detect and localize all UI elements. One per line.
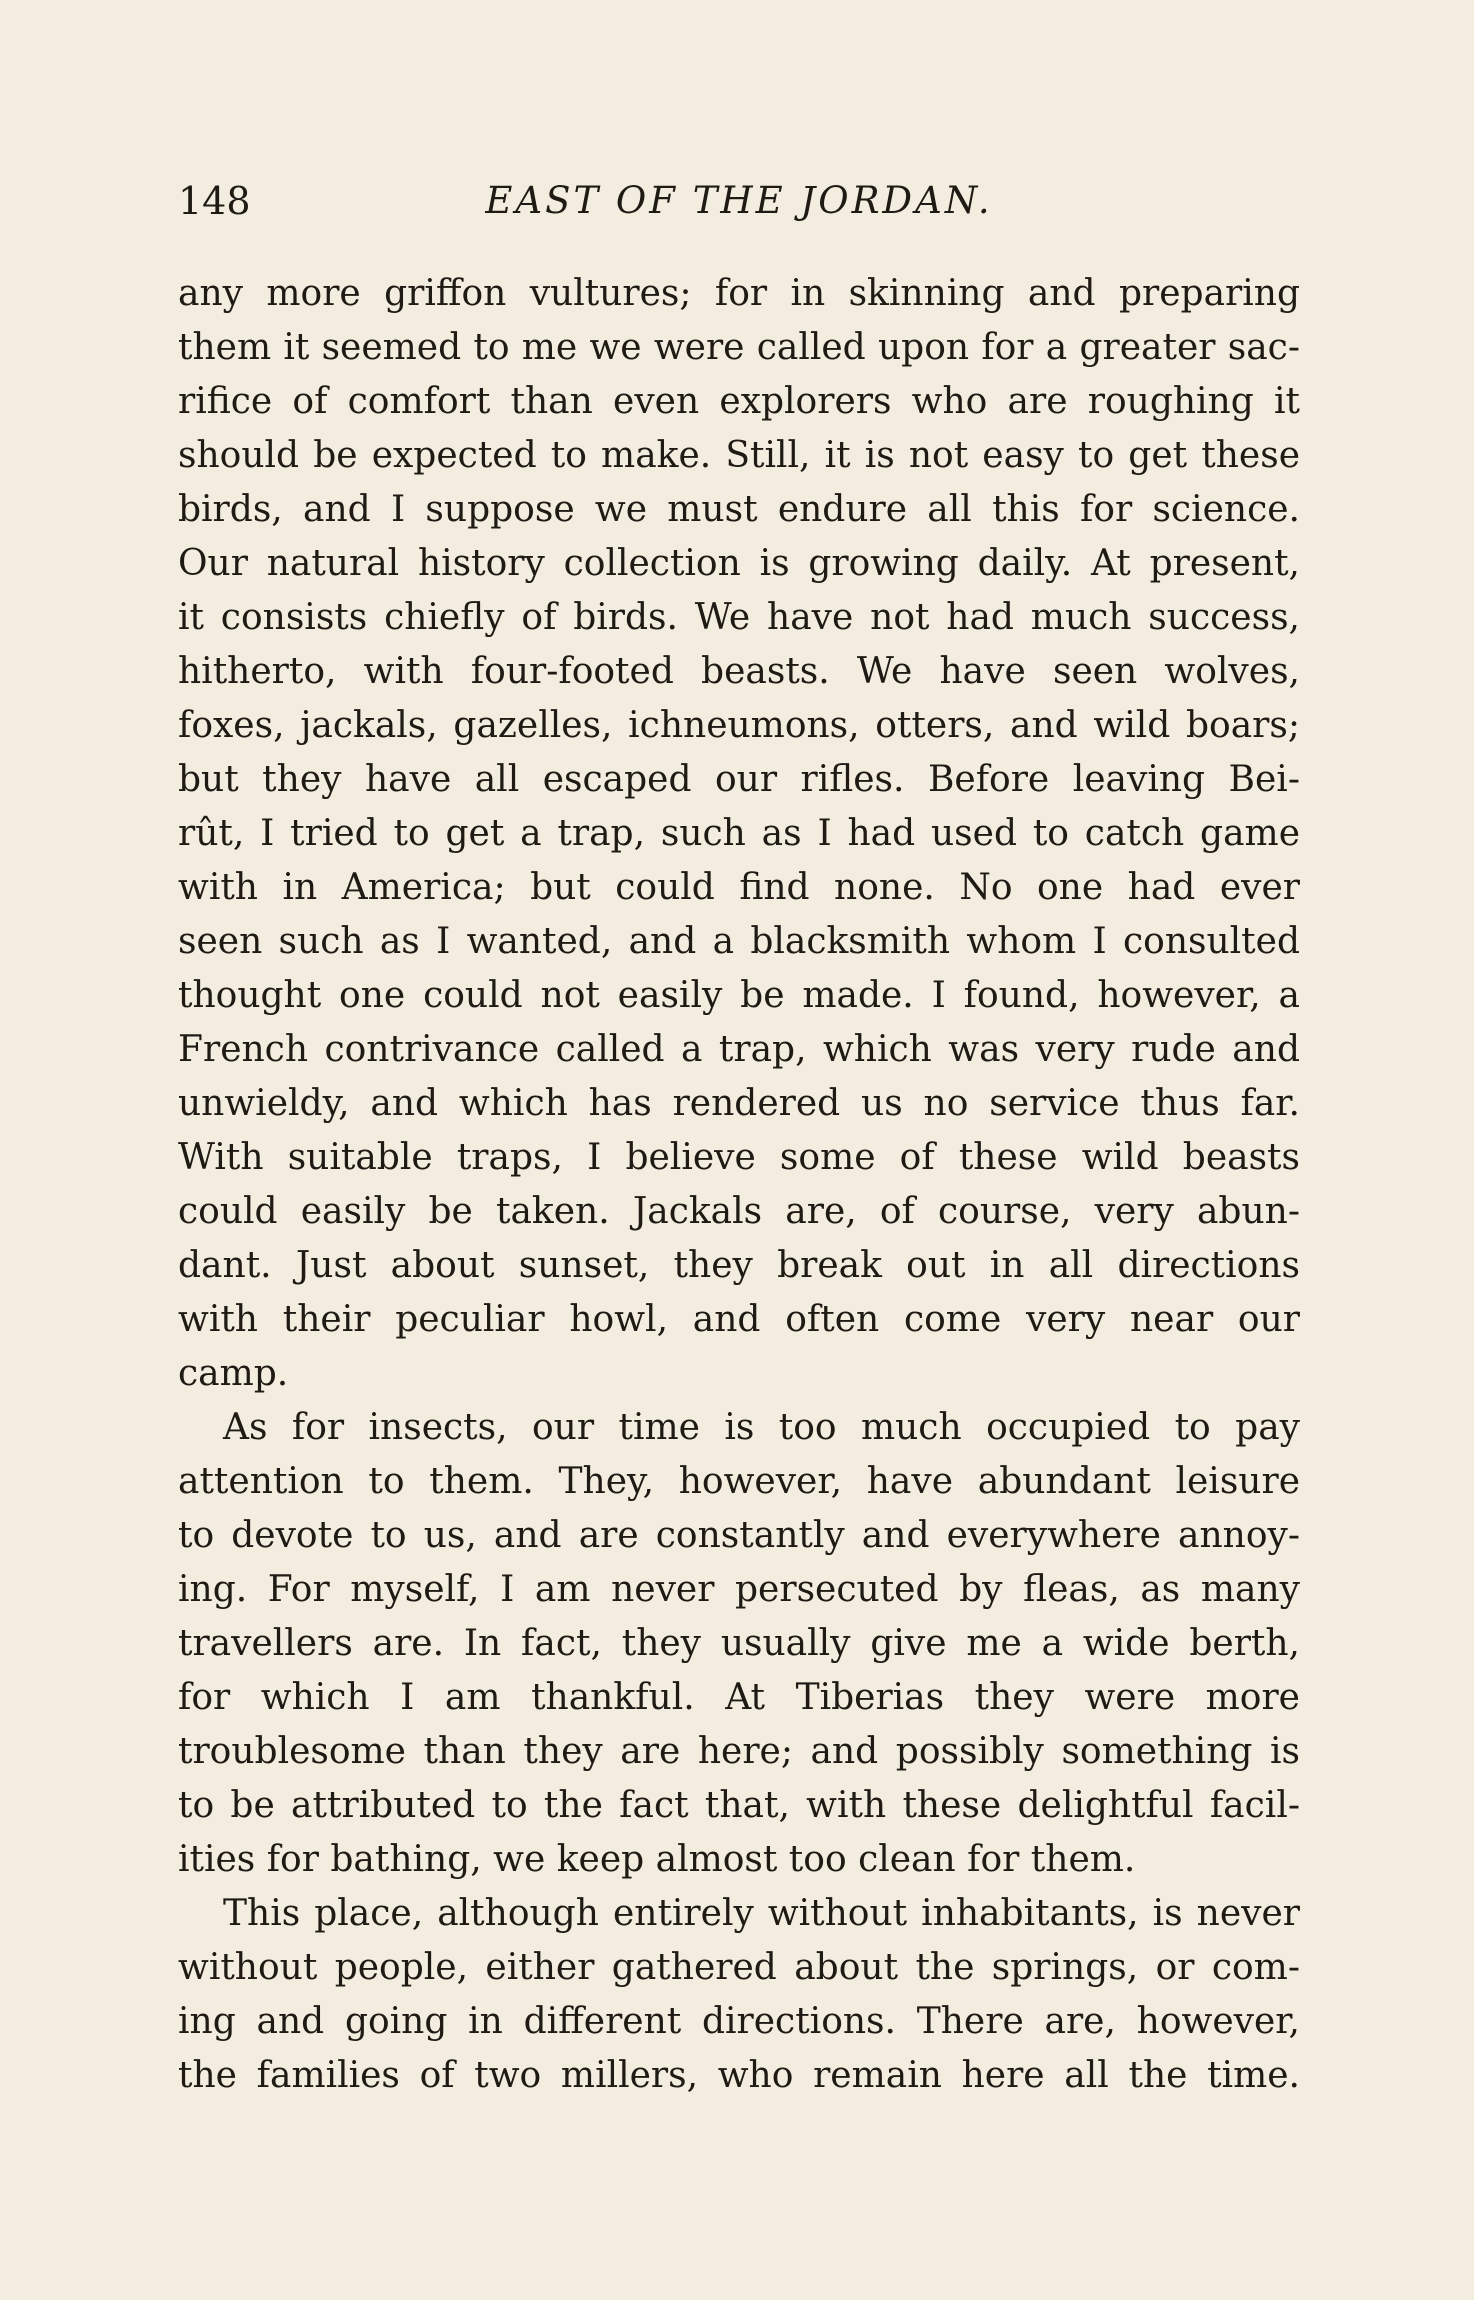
text-line: ing. For myself, I am never persecuted by fleas, as many [178, 1569, 1300, 1610]
text-line: foxes, jackals, gazelles, ichneumons, otters, and wild boars; [178, 705, 1300, 746]
text-line: the families of two millers, who remain here all the time. [178, 2055, 1300, 2096]
text-line: French contrivance called a trap, which was very rude and [178, 1029, 1300, 1070]
text-line: travellers are. In fact, they usually give me a wide berth, [178, 1623, 1300, 1664]
text-line: ing and going in different directions. There are, however, [178, 2001, 1300, 2042]
text-line: Our natural history collection is growing daily. At present, [178, 543, 1300, 584]
text-line: any more griffon vultures; for in skinning and preparing [178, 273, 1300, 314]
text-line: thought one could not easily be made. I found, however, a [178, 975, 1300, 1016]
text-line: unwieldy, and which has rendered us no service thus far. [178, 1083, 1300, 1124]
text-line: With suitable traps, I believe some of these wild beasts [178, 1137, 1300, 1178]
text-line: seen such as I wanted, and a blacksmith whom I consulted [178, 921, 1300, 962]
text-line: As for insects, our time is too much occupied to pay [223, 1407, 1300, 1448]
text-line: birds, and I suppose we must endure all this for science. [178, 489, 1300, 530]
text-line: rifice of comfort than even explorers who are roughing it [178, 381, 1300, 422]
text-line: rût, I tried to get a trap, such as I had used to catch game [178, 813, 1300, 854]
text-line: but they have all escaped our rifles. Before leaving Bei- [178, 759, 1300, 800]
text-line: to devote to us, and are constantly and everywhere annoy- [178, 1515, 1300, 1556]
text-line: them it seemed to me we were called upon for a greater sac- [178, 327, 1300, 368]
body-text [178, 267, 1300, 2103]
text-line: should be expected to make. Still, it is not easy to get these [178, 435, 1300, 476]
page-number: 148 [178, 179, 251, 223]
text-line: hitherto, with four-footed beasts. We have seen wolves, [178, 651, 1300, 692]
text-line: with in America; but could find none. No one had ever [178, 867, 1300, 908]
paragraph [178, 1887, 1300, 2103]
text-line: without people, either gathered about the springs, or com- [178, 1947, 1300, 1988]
text-line: for which I am thankful. At Tiberias they were more [178, 1677, 1300, 1718]
text-line: to be attributed to the fact that, with these delightful facil- [178, 1785, 1300, 1826]
text-line: it consists chiefly of birds. We have not had much success, [178, 597, 1300, 638]
text-line: camp. [178, 1353, 289, 1394]
text-line: attention to them. They, however, have abundant leisure [178, 1461, 1300, 1502]
paragraph [178, 1401, 1300, 1887]
paragraph [178, 267, 1300, 1401]
text-line: could easily be taken. Jackals are, of course, very abun- [178, 1191, 1300, 1232]
text-line: with their peculiar howl, and often come very near our [178, 1299, 1300, 1340]
text-line: dant. Just about sunset, they break out in all directions [178, 1245, 1300, 1286]
running-head: EAST OF THE JORDAN. [485, 179, 993, 222]
text-line: ities for bathing, we keep almost too clean for them. [178, 1839, 1136, 1880]
page-header [178, 176, 1300, 226]
text-line: This place, although entirely without inhabitants, is never [223, 1893, 1300, 1934]
text-line: troublesome than they are here; and possibly something is [178, 1731, 1300, 1772]
